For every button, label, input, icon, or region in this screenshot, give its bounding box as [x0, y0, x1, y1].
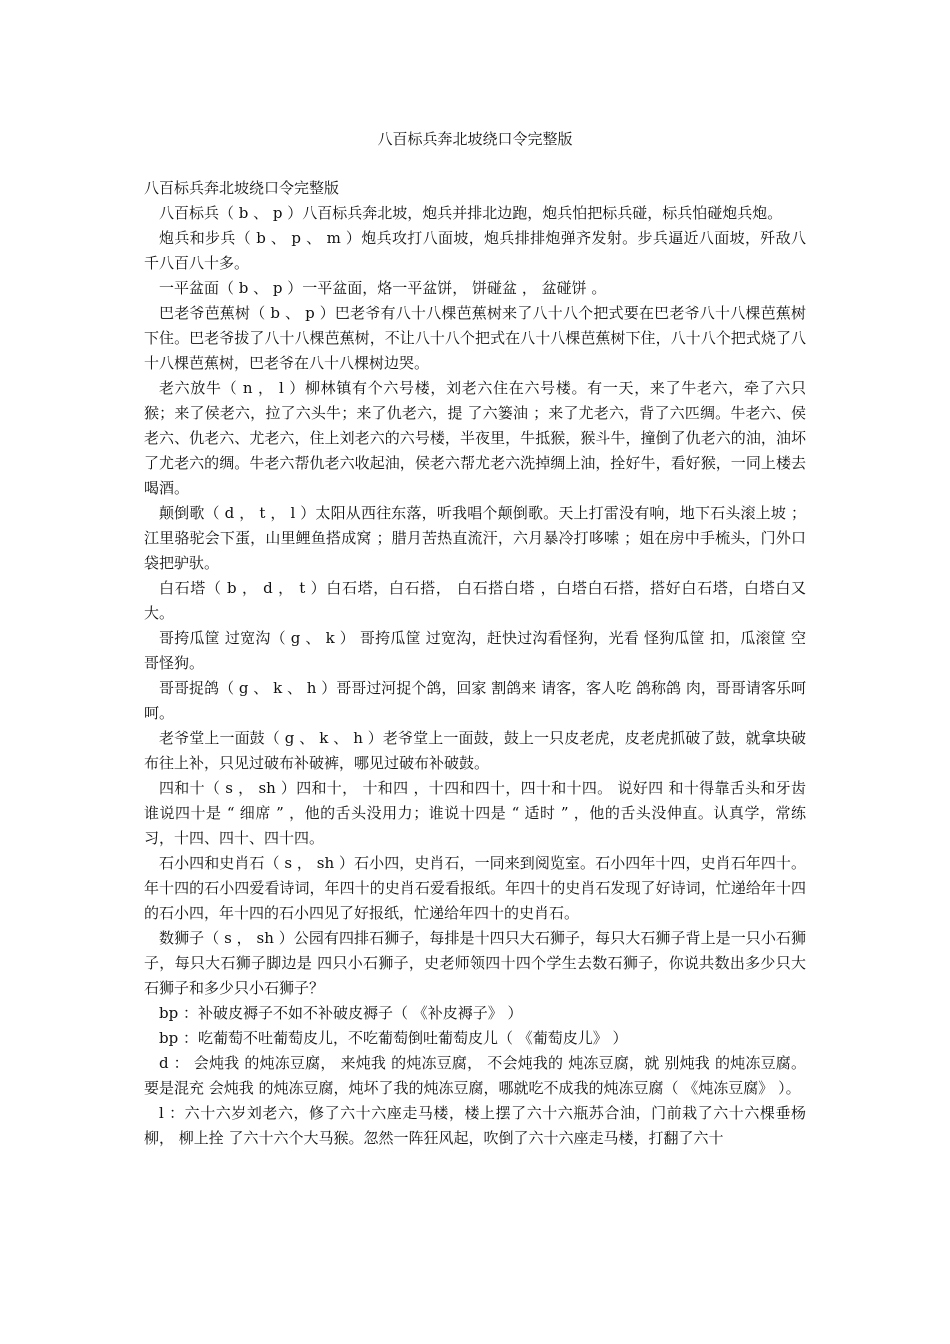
paragraph-balaoye-bajiaoshu: 巴老爷芭蕉树（ b 、 p ）巴老爷有八十八棵芭蕉树来了八十八个把式要在巴老爷八十八棵芭蕉树下住。巴老爷拔了八十八棵芭蕉树，不让八十八个把式在八十八棵芭蕉树下住，八十八个把式烧了八十八棵芭蕉树，巴老爷在八十八棵树边哭。 — [144, 304, 806, 372]
paragraph-si-he-shi: 四和十（ s ， sh ）四和十， 十和四 ，十四和四十，四十和十四。 说好四 和十得靠舌头和牙齿谁说四十是 “ 细席 ” ，他的舌头没用力；谁说十四是 “ 适时 ” ，他的舌头没伸直。认真学，常练习，十四、四十、四十四。 — [144, 779, 806, 847]
paragraph-yiping-penmian: 一平盆面（ b 、 p ）一平盆面，烙一平盆饼， 饼碰盆 ， 盆碰饼 。 — [159, 279, 607, 297]
paragraph-bp-putao-pier: bp ：吃葡萄不吐葡萄皮儿，不吃葡萄倒吐葡萄皮儿（ 《葡萄皮儿》 ） — [159, 1029, 628, 1047]
document-subtitle: 八百标兵奔北坡绕口令完整版 — [144, 179, 340, 197]
paragraph-shixiaosi-shixiaoshi: 石小四和史肖石（ s ， sh ）石小四，史肖石，一同来到阅览室。石小四年十四，史肖石年四十。年十四的石小四爱看诗词，年四十的史肖石爱看报纸。年四十的史肖石发现了好诗词，忙递给年十四的石小四，年十四的石小四见了好报纸，忙递给年四十的史肖石。 — [144, 854, 806, 922]
paragraph-d-dundongdoufu: d ： 会炖我 的炖冻豆腐， 来炖我 的炖冻豆腐， 不会炖我的 炖冻豆腐，就 别炖我 的炖冻豆腐。要是混充 会炖我 的炖冻豆腐，炖坏了我的炖冻豆腐，哪就吃不成我的炖冻豆腐（ 《炖冻豆腐》 ）。 — [144, 1054, 806, 1097]
paragraph-paobing-bubing: 炮兵和步兵（ b 、 p 、 m ）炮兵攻打八面坡，炮兵排排炮弹齐发射。步兵逼近八面坡，歼敌八千八百八十多。 — [144, 229, 806, 272]
paragraph-laoliu-fangniu: 老六放牛（ n ， l ）柳林镇有个六号楼，刘老六住在六号楼。有一天，来了牛老六，牵了六只猴；来了侯老六，拉了六头牛；来了仇老六，提 了六篓油 ；来了尤老六，背了六匹绸。牛老六、侯老六、仇老六、尤老六，住上刘老六的六号楼，半夜里，牛抵猴，猴斗牛，撞倒了仇老六的油，油坏了尤老六的绸。牛老六帮仇老六收起油，侯老六帮尤老六洗掉绸上油，拴好牛，看好猴，一同上楼去喝酒。 — [144, 379, 806, 497]
paragraph-baishita: 白石塔（ b ， d ， t ）白石塔，白石搭， 白石搭白塔 ，白塔白石搭，搭好白石塔，白塔白又大。 — [144, 579, 806, 622]
paragraph-l-liulaoliu: l ：六十六岁刘老六，修了六十六座走马楼，楼上摆了六十六瓶苏合油，门前栽了六十六棵垂杨柳， 柳上拴 了六十六个大马猴。忽然一阵狂风起，吹倒了六十六座走马楼，打翻了六十 — [144, 1104, 806, 1147]
paragraph-shu-shizi: 数狮子（ s ， sh ）公园有四排石狮子，每排是十四只大石狮子，每只大石狮子背上是一只小石狮子，每只大石狮子脚边是 四只小石狮子，史老师领四十四个学生去数石狮子，你说共数出多少只大石狮子和多少只小石狮子？ — [144, 929, 806, 997]
document-body — [144, 176, 806, 1151]
document-title: 八百标兵奔北坡绕口令完整版 — [377, 130, 573, 148]
paragraph-bp-bu-pirouzi: bp ：补破皮褥子不如不补破皮褥子（ 《补皮褥子》 ） — [159, 1004, 523, 1022]
paragraph-babaibiaobing: 八百标兵（ b 、 p ）八百标兵奔北坡，炮兵并排北边跑，炮兵怕把标兵碰，标兵怕碰炮兵炮。 — [159, 204, 783, 222]
paragraph-diandaoge: 颠倒歌（ d ， t ， l ）太阳从西往东落，听我唱个颠倒歌。天上打雷没有响，地下石头滚上坡 ；江里骆驼会下蛋，山里鲤鱼搭成窝 ；腊月苦热直流汗，六月暴冷打哆嗦 ；姐在房中手梳头，门外口袋把驴驮。 — [144, 504, 806, 572]
paragraph-gege-zhuoge: 哥哥捉鸽（ g 、 k 、 h ）哥哥过河捉个鸽，回家 割鸽来 请客，客人吃 鸽称鸽 肉，哥哥请客乐呵呵。 — [144, 679, 806, 722]
paragraph-gekua-guakuang: 哥挎瓜筐 过宽沟（ g 、 k ） 哥挎瓜筐 过宽沟，赶快过沟看怪狗，光看 怪狗瓜筐 扣，瓜滚筐 空哥怪狗。 — [144, 629, 806, 672]
paragraph-laoye-tangshang-gu: 老爷堂上一面鼓（ g 、 k 、 h ）老爷堂上一面鼓，鼓上一只皮老虎，皮老虎抓破了鼓，就拿块破布往上补，只见过破布补破裤，哪见过破布补破鼓。 — [144, 729, 806, 772]
